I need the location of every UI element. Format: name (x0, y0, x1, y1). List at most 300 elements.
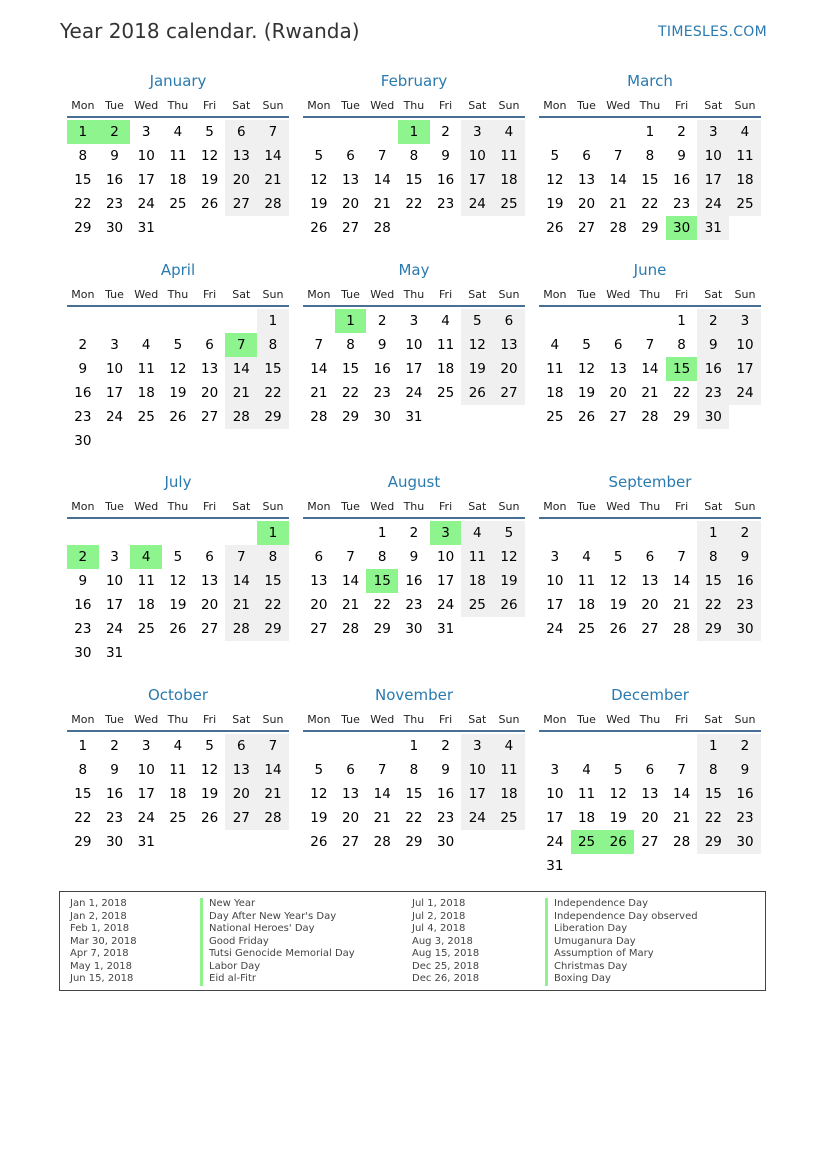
day-cell[interactable]: 3 (697, 120, 729, 144)
day-cell[interactable]: 21 (373, 810, 391, 826)
day-cell[interactable]: 5 (613, 762, 623, 778)
day-cell[interactable]: 26 (609, 621, 627, 637)
holiday-day-cell[interactable]: 1 (398, 120, 430, 144)
day-cell[interactable]: 28 (373, 834, 391, 850)
day-cell[interactable]: 29 (405, 834, 423, 850)
day-cell[interactable]: 25 (169, 196, 187, 212)
day-cell[interactable]: 8 (697, 545, 729, 569)
day-cell[interactable]: 8 (78, 148, 88, 164)
day-cell[interactable]: 3 (409, 313, 419, 329)
day-cell[interactable]: 27 (609, 409, 627, 425)
day-cell[interactable]: 22 (257, 381, 289, 405)
day-cell[interactable]: 21 (673, 597, 691, 613)
day-cell[interactable]: 9 (78, 361, 88, 377)
day-cell[interactable]: 14 (373, 786, 391, 802)
day-cell[interactable]: 16 (405, 573, 423, 589)
day-cell[interactable]: 14 (373, 172, 391, 188)
day-cell[interactable]: 15 (641, 172, 659, 188)
day-cell[interactable]: 11 (493, 758, 525, 782)
day-cell[interactable]: 12 (169, 573, 187, 589)
day-cell[interactable]: 19 (310, 196, 328, 212)
day-cell[interactable]: 14 (673, 573, 691, 589)
day-cell[interactable]: 12 (461, 333, 493, 357)
day-cell[interactable]: 28 (225, 405, 257, 429)
day-cell[interactable]: 6 (645, 549, 655, 565)
day-cell[interactable]: 31 (437, 621, 455, 637)
day-cell[interactable]: 13 (225, 144, 257, 168)
day-cell[interactable]: 7 (225, 545, 257, 569)
day-cell[interactable]: 6 (225, 734, 257, 758)
day-cell[interactable]: 22 (697, 806, 729, 830)
day-cell[interactable]: 7 (377, 148, 387, 164)
day-cell[interactable]: 15 (341, 361, 360, 377)
day-cell[interactable]: 15 (405, 786, 423, 802)
day-cell[interactable]: 10 (137, 762, 155, 778)
day-cell[interactable]: 8 (677, 337, 686, 353)
holiday-day-cell[interactable]: 2 (67, 545, 99, 569)
day-cell[interactable]: 2 (729, 734, 761, 758)
day-cell[interactable]: 27 (310, 621, 328, 637)
day-cell[interactable]: 1 (377, 525, 387, 541)
day-cell[interactable]: 4 (173, 738, 183, 754)
day-cell[interactable]: 4 (141, 337, 151, 353)
day-cell[interactable]: 9 (110, 762, 119, 778)
day-cell[interactable]: 7 (314, 337, 324, 353)
day-cell[interactable]: 18 (729, 168, 761, 192)
day-cell[interactable]: 9 (110, 148, 119, 164)
day-cell[interactable]: 25 (729, 192, 761, 216)
day-cell[interactable]: 12 (310, 172, 328, 188)
day-cell[interactable]: 23 (74, 409, 92, 425)
day-cell[interactable]: 8 (257, 333, 289, 357)
day-cell[interactable]: 8 (645, 148, 655, 164)
day-cell[interactable]: 16 (673, 172, 691, 188)
day-cell[interactable]: 30 (105, 834, 124, 850)
day-cell[interactable]: 4 (582, 549, 591, 565)
day-cell[interactable]: 22 (697, 593, 729, 617)
day-cell[interactable]: 7 (613, 148, 623, 164)
day-cell[interactable]: 5 (613, 549, 623, 565)
day-cell[interactable]: 22 (74, 196, 92, 212)
day-cell[interactable]: 11 (137, 361, 155, 377)
day-cell[interactable]: 20 (341, 196, 360, 212)
day-cell[interactable]: 29 (257, 405, 289, 429)
day-cell[interactable]: 11 (729, 144, 761, 168)
day-cell[interactable]: 12 (577, 361, 596, 377)
day-cell[interactable]: 12 (310, 786, 328, 802)
day-cell[interactable]: 17 (137, 786, 155, 802)
day-cell[interactable]: 20 (341, 810, 360, 826)
day-cell[interactable]: 19 (609, 597, 627, 613)
day-cell[interactable]: 18 (493, 782, 525, 806)
day-cell[interactable]: 28 (341, 621, 360, 637)
day-cell[interactable]: 22 (341, 385, 360, 401)
day-cell[interactable]: 19 (201, 172, 219, 188)
day-cell[interactable]: 25 (493, 192, 525, 216)
day-cell[interactable]: 10 (729, 333, 761, 357)
day-cell[interactable]: 12 (201, 148, 219, 164)
day-cell[interactable]: 15 (697, 782, 729, 806)
day-cell[interactable]: 28 (609, 220, 627, 236)
day-cell[interactable]: 18 (169, 786, 187, 802)
day-cell[interactable]: 25 (577, 621, 596, 637)
holiday-day-cell[interactable]: 4 (130, 545, 162, 569)
day-cell[interactable]: 6 (346, 148, 355, 164)
day-cell[interactable]: 27 (201, 621, 219, 637)
day-cell[interactable]: 14 (310, 361, 328, 377)
day-cell[interactable]: 20 (225, 168, 257, 192)
day-cell[interactable]: 22 (257, 593, 289, 617)
day-cell[interactable]: 9 (729, 758, 761, 782)
day-cell[interactable]: 27 (225, 806, 257, 830)
day-cell[interactable]: 5 (582, 337, 591, 353)
day-cell[interactable]: 27 (493, 381, 525, 405)
day-cell[interactable]: 20 (201, 385, 219, 401)
day-cell[interactable]: 4 (493, 734, 525, 758)
day-cell[interactable]: 1 (645, 124, 655, 140)
day-cell[interactable]: 23 (673, 196, 691, 212)
day-cell[interactable]: 10 (697, 144, 729, 168)
day-cell[interactable]: 22 (405, 196, 423, 212)
day-cell[interactable]: 2 (441, 124, 450, 140)
day-cell[interactable]: 18 (461, 569, 493, 593)
day-cell[interactable]: 15 (697, 569, 729, 593)
day-cell[interactable]: 8 (697, 758, 729, 782)
day-cell[interactable]: 25 (461, 593, 493, 617)
day-cell[interactable]: 13 (641, 573, 659, 589)
day-cell[interactable]: 1 (257, 309, 289, 333)
day-cell[interactable]: 16 (437, 172, 455, 188)
day-cell[interactable]: 18 (137, 385, 155, 401)
day-cell[interactable]: 14 (609, 172, 627, 188)
day-cell[interactable]: 9 (729, 545, 761, 569)
day-cell[interactable]: 13 (493, 333, 525, 357)
day-cell[interactable]: 17 (105, 385, 124, 401)
day-cell[interactable]: 5 (173, 337, 183, 353)
day-cell[interactable]: 22 (373, 597, 391, 613)
day-cell[interactable]: 8 (409, 762, 419, 778)
day-cell[interactable]: 7 (677, 549, 686, 565)
day-cell[interactable]: 3 (110, 549, 119, 565)
holiday-day-cell[interactable]: 7 (225, 333, 257, 357)
day-cell[interactable]: 20 (225, 782, 257, 806)
holiday-day-cell[interactable]: 25 (571, 830, 603, 854)
day-cell[interactable]: 29 (373, 621, 391, 637)
day-cell[interactable]: 9 (409, 549, 419, 565)
day-cell[interactable]: 6 (346, 762, 355, 778)
day-cell[interactable]: 27 (341, 834, 360, 850)
day-cell[interactable]: 24 (729, 381, 761, 405)
day-cell[interactable]: 20 (310, 597, 328, 613)
day-cell[interactable]: 26 (461, 381, 493, 405)
day-cell[interactable]: 10 (405, 337, 423, 353)
day-cell[interactable]: 13 (310, 573, 328, 589)
day-cell[interactable]: 24 (137, 810, 155, 826)
day-cell[interactable]: 11 (577, 573, 596, 589)
day-cell[interactable]: 6 (314, 549, 324, 565)
day-cell[interactable]: 20 (641, 810, 659, 826)
day-cell[interactable]: 11 (137, 573, 155, 589)
day-cell[interactable]: 17 (546, 810, 564, 826)
day-cell[interactable]: 14 (641, 361, 659, 377)
day-cell[interactable]: 21 (257, 168, 289, 192)
day-cell[interactable]: 7 (645, 337, 655, 353)
day-cell[interactable]: 26 (201, 196, 219, 212)
day-cell[interactable]: 21 (225, 381, 257, 405)
day-cell[interactable]: 19 (461, 357, 493, 381)
day-cell[interactable]: 15 (74, 172, 92, 188)
day-cell[interactable]: 31 (137, 220, 155, 236)
day-cell[interactable]: 28 (673, 834, 691, 850)
day-cell[interactable]: 12 (609, 786, 627, 802)
day-cell[interactable]: 3 (141, 124, 151, 140)
day-cell[interactable]: 24 (137, 196, 155, 212)
day-cell[interactable]: 23 (105, 810, 124, 826)
day-cell[interactable]: 23 (74, 621, 92, 637)
day-cell[interactable]: 5 (173, 549, 183, 565)
day-cell[interactable]: 12 (609, 573, 627, 589)
day-cell[interactable]: 1 (78, 738, 88, 754)
day-cell[interactable]: 24 (546, 621, 564, 637)
day-cell[interactable]: 4 (582, 762, 591, 778)
day-cell[interactable]: 30 (437, 834, 455, 850)
day-cell[interactable]: 25 (169, 810, 187, 826)
holiday-day-cell[interactable]: 1 (257, 521, 289, 545)
day-cell[interactable]: 18 (546, 385, 564, 401)
day-cell[interactable]: 26 (169, 621, 187, 637)
day-cell[interactable]: 20 (493, 357, 525, 381)
day-cell[interactable]: 21 (341, 597, 360, 613)
day-cell[interactable]: 28 (673, 621, 691, 637)
day-cell[interactable]: 9 (677, 148, 686, 164)
day-cell[interactable]: 3 (461, 120, 493, 144)
day-cell[interactable]: 26 (310, 834, 328, 850)
day-cell[interactable]: 10 (437, 549, 455, 565)
day-cell[interactable]: 30 (105, 220, 124, 236)
day-cell[interactable]: 18 (437, 361, 455, 377)
day-cell[interactable]: 8 (409, 148, 419, 164)
holiday-day-cell[interactable]: 30 (666, 216, 698, 240)
day-cell[interactable]: 2 (377, 313, 387, 329)
day-cell[interactable]: 7 (257, 734, 289, 758)
day-cell[interactable]: 21 (609, 196, 627, 212)
day-cell[interactable]: 25 (546, 409, 564, 425)
day-cell[interactable]: 30 (729, 830, 761, 854)
day-cell[interactable]: 3 (550, 549, 560, 565)
day-cell[interactable]: 23 (437, 810, 455, 826)
day-cell[interactable]: 23 (373, 385, 391, 401)
day-cell[interactable]: 18 (577, 597, 596, 613)
day-cell[interactable]: 5 (493, 521, 525, 545)
day-cell[interactable]: 15 (257, 357, 289, 381)
day-cell[interactable]: 2 (110, 738, 119, 754)
day-cell[interactable]: 17 (546, 597, 564, 613)
day-cell[interactable]: 24 (546, 834, 564, 850)
day-cell[interactable]: 27 (641, 834, 659, 850)
day-cell[interactable]: 26 (169, 409, 187, 425)
day-cell[interactable]: 5 (461, 309, 493, 333)
day-cell[interactable]: 30 (373, 409, 391, 425)
day-cell[interactable]: 21 (673, 810, 691, 826)
day-cell[interactable]: 2 (78, 337, 88, 353)
day-cell[interactable]: 23 (405, 597, 423, 613)
day-cell[interactable]: 17 (729, 357, 761, 381)
day-cell[interactable]: 25 (437, 385, 455, 401)
day-cell[interactable]: 20 (609, 385, 627, 401)
day-cell[interactable]: 7 (377, 762, 387, 778)
day-cell[interactable]: 20 (641, 597, 659, 613)
day-cell[interactable]: 10 (546, 786, 564, 802)
day-cell[interactable]: 28 (225, 617, 257, 641)
day-cell[interactable]: 18 (137, 597, 155, 613)
day-cell[interactable]: 13 (201, 361, 219, 377)
holiday-day-cell[interactable]: 15 (666, 357, 698, 381)
day-cell[interactable]: 8 (78, 762, 88, 778)
holiday-day-cell[interactable]: 2 (99, 120, 131, 144)
day-cell[interactable]: 11 (546, 361, 564, 377)
day-cell[interactable]: 6 (205, 337, 214, 353)
day-cell[interactable]: 12 (169, 361, 187, 377)
day-cell[interactable]: 8 (346, 337, 355, 353)
day-cell[interactable]: 18 (169, 172, 187, 188)
day-cell[interactable]: 17 (105, 597, 124, 613)
day-cell[interactable]: 19 (169, 385, 187, 401)
day-cell[interactable]: 11 (169, 762, 187, 778)
day-cell[interactable]: 21 (225, 593, 257, 617)
day-cell[interactable]: 29 (341, 409, 360, 425)
day-cell[interactable]: 4 (461, 521, 493, 545)
day-cell[interactable]: 24 (461, 192, 493, 216)
day-cell[interactable]: 13 (225, 758, 257, 782)
day-cell[interactable]: 13 (201, 573, 219, 589)
day-cell[interactable]: 6 (645, 762, 655, 778)
day-cell[interactable]: 6 (225, 120, 257, 144)
day-cell[interactable]: 14 (673, 786, 691, 802)
day-cell[interactable]: 28 (373, 220, 391, 236)
day-cell[interactable]: 22 (641, 196, 659, 212)
day-cell[interactable]: 26 (201, 810, 219, 826)
day-cell[interactable]: 3 (141, 738, 151, 754)
day-cell[interactable]: 3 (729, 309, 761, 333)
day-cell[interactable]: 27 (225, 192, 257, 216)
day-cell[interactable]: 23 (437, 196, 455, 212)
day-cell[interactable]: 29 (74, 834, 92, 850)
day-cell[interactable]: 31 (546, 858, 564, 874)
day-cell[interactable]: 21 (310, 385, 328, 401)
holiday-day-cell[interactable]: 1 (67, 120, 99, 144)
day-cell[interactable]: 21 (641, 385, 659, 401)
day-cell[interactable]: 2 (441, 738, 450, 754)
day-cell[interactable]: 2 (729, 521, 761, 545)
day-cell[interactable]: 6 (493, 309, 525, 333)
day-cell[interactable]: 12 (546, 172, 564, 188)
brand-link[interactable]: TIMESLES.COM (658, 24, 767, 40)
day-cell[interactable]: 9 (377, 337, 387, 353)
day-cell[interactable]: 20 (577, 196, 596, 212)
holiday-day-cell[interactable]: 3 (430, 521, 462, 545)
day-cell[interactable]: 23 (729, 593, 761, 617)
day-cell[interactable]: 8 (377, 549, 387, 565)
day-cell[interactable]: 24 (105, 621, 124, 637)
day-cell[interactable]: 22 (673, 385, 691, 401)
day-cell[interactable]: 14 (225, 357, 257, 381)
day-cell[interactable]: 26 (546, 220, 564, 236)
day-cell[interactable]: 17 (437, 573, 455, 589)
day-cell[interactable]: 10 (546, 573, 564, 589)
day-cell[interactable]: 28 (310, 409, 328, 425)
day-cell[interactable]: 6 (205, 549, 214, 565)
day-cell[interactable]: 11 (493, 144, 525, 168)
day-cell[interactable]: 23 (729, 806, 761, 830)
day-cell[interactable]: 24 (405, 385, 423, 401)
day-cell[interactable]: 4 (441, 313, 450, 329)
holiday-day-cell[interactable]: 15 (366, 569, 398, 593)
day-cell[interactable]: 8 (257, 545, 289, 569)
day-cell[interactable]: 4 (729, 120, 761, 144)
day-cell[interactable]: 16 (105, 172, 124, 188)
day-cell[interactable]: 29 (673, 409, 691, 425)
day-cell[interactable]: 7 (346, 549, 355, 565)
day-cell[interactable]: 18 (493, 168, 525, 192)
day-cell[interactable]: 2 (677, 124, 686, 140)
day-cell[interactable]: 28 (257, 192, 289, 216)
day-cell[interactable]: 1 (409, 738, 419, 754)
day-cell[interactable]: 27 (201, 409, 219, 425)
day-cell[interactable]: 29 (697, 617, 729, 641)
day-cell[interactable]: 30 (697, 405, 729, 429)
holiday-day-cell[interactable]: 1 (335, 309, 367, 333)
day-cell[interactable]: 7 (257, 120, 289, 144)
day-cell[interactable]: 3 (550, 762, 560, 778)
day-cell[interactable]: 31 (105, 645, 124, 661)
day-cell[interactable]: 10 (137, 148, 155, 164)
day-cell[interactable]: 3 (110, 337, 119, 353)
day-cell[interactable]: 5 (314, 148, 324, 164)
day-cell[interactable]: 24 (461, 806, 493, 830)
day-cell[interactable]: 16 (373, 361, 391, 377)
day-cell[interactable]: 2 (697, 309, 729, 333)
day-cell[interactable]: 28 (257, 806, 289, 830)
day-cell[interactable]: 22 (74, 810, 92, 826)
day-cell[interactable]: 5 (205, 738, 214, 754)
day-cell[interactable]: 9 (441, 148, 450, 164)
day-cell[interactable]: 23 (697, 381, 729, 405)
day-cell[interactable]: 19 (201, 786, 219, 802)
day-cell[interactable]: 10 (105, 361, 124, 377)
day-cell[interactable]: 5 (205, 124, 214, 140)
day-cell[interactable]: 23 (105, 196, 124, 212)
day-cell[interactable]: 15 (257, 569, 289, 593)
day-cell[interactable]: 13 (577, 172, 596, 188)
day-cell[interactable]: 13 (641, 786, 659, 802)
day-cell[interactable]: 26 (577, 409, 596, 425)
day-cell[interactable]: 12 (201, 762, 219, 778)
day-cell[interactable]: 19 (577, 385, 596, 401)
day-cell[interactable]: 1 (697, 734, 729, 758)
day-cell[interactable]: 22 (405, 810, 423, 826)
day-cell[interactable]: 13 (341, 172, 360, 188)
day-cell[interactable]: 5 (550, 148, 560, 164)
day-cell[interactable]: 24 (437, 597, 455, 613)
day-cell[interactable]: 10 (461, 144, 493, 168)
day-cell[interactable]: 16 (729, 569, 761, 593)
day-cell[interactable]: 27 (341, 220, 360, 236)
day-cell[interactable]: 13 (341, 786, 360, 802)
day-cell[interactable]: 30 (74, 433, 92, 449)
day-cell[interactable]: 30 (405, 621, 423, 637)
day-cell[interactable]: 10 (461, 758, 493, 782)
day-cell[interactable]: 19 (493, 569, 525, 593)
